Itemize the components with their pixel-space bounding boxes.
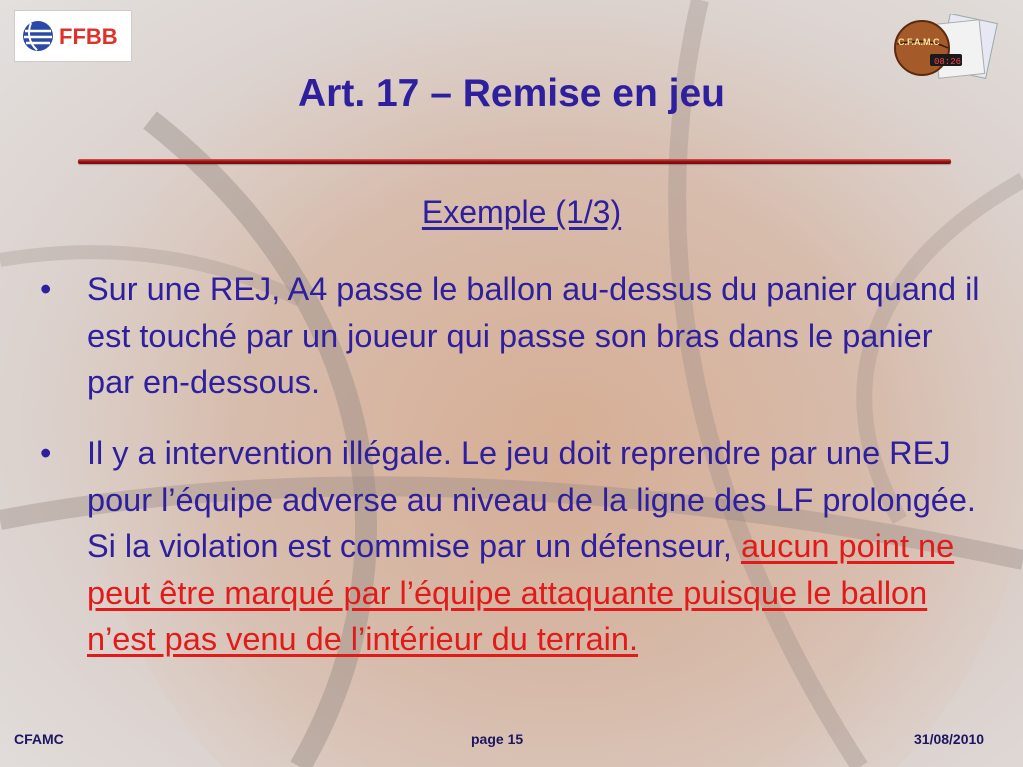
bullet-text-container <box>87 430 980 663</box>
title-divider <box>78 159 951 164</box>
bullet-marker: • <box>40 271 52 307</box>
svg-text:08:26: 08:26 <box>934 57 962 67</box>
slide-title: Art. 17 – Remise en jeu <box>297 72 726 115</box>
footer-date: 31/08/2010 <box>914 731 985 747</box>
ffbb-logo <box>14 10 132 62</box>
bullet-highlight-text: aucun point ne peut être marqué par l’équipe attaquante puisque le ballon n’est pas venu de l’intérieur du terrain. <box>87 528 955 657</box>
bullet-text: Il y a intervention illégale. Le jeu doit reprendre par une REJ pour l’équipe adverse au niveau de la ligne des LF prolongée. Si la violation est commise par un défenseur, <box>87 435 976 564</box>
bullet-item <box>40 266 980 406</box>
footer-left: CFAMC <box>14 731 64 747</box>
bullet-text: Sur une REJ, A4 passe le ballon au-dessus du panier quand il est touché par un joueur qui passe son bras dans le panier par en-dessous. <box>87 271 980 400</box>
slide-subtitle: Exemple (1/3) <box>421 194 622 230</box>
svg-text:FFBB: FFBB <box>59 24 118 49</box>
svg-text:C.F.A.M.C: C.F.A.M.C <box>898 37 940 47</box>
bullet-marker: • <box>40 435 52 471</box>
footer-page-number: page 15 <box>471 731 524 747</box>
bullet-item <box>40 430 980 663</box>
